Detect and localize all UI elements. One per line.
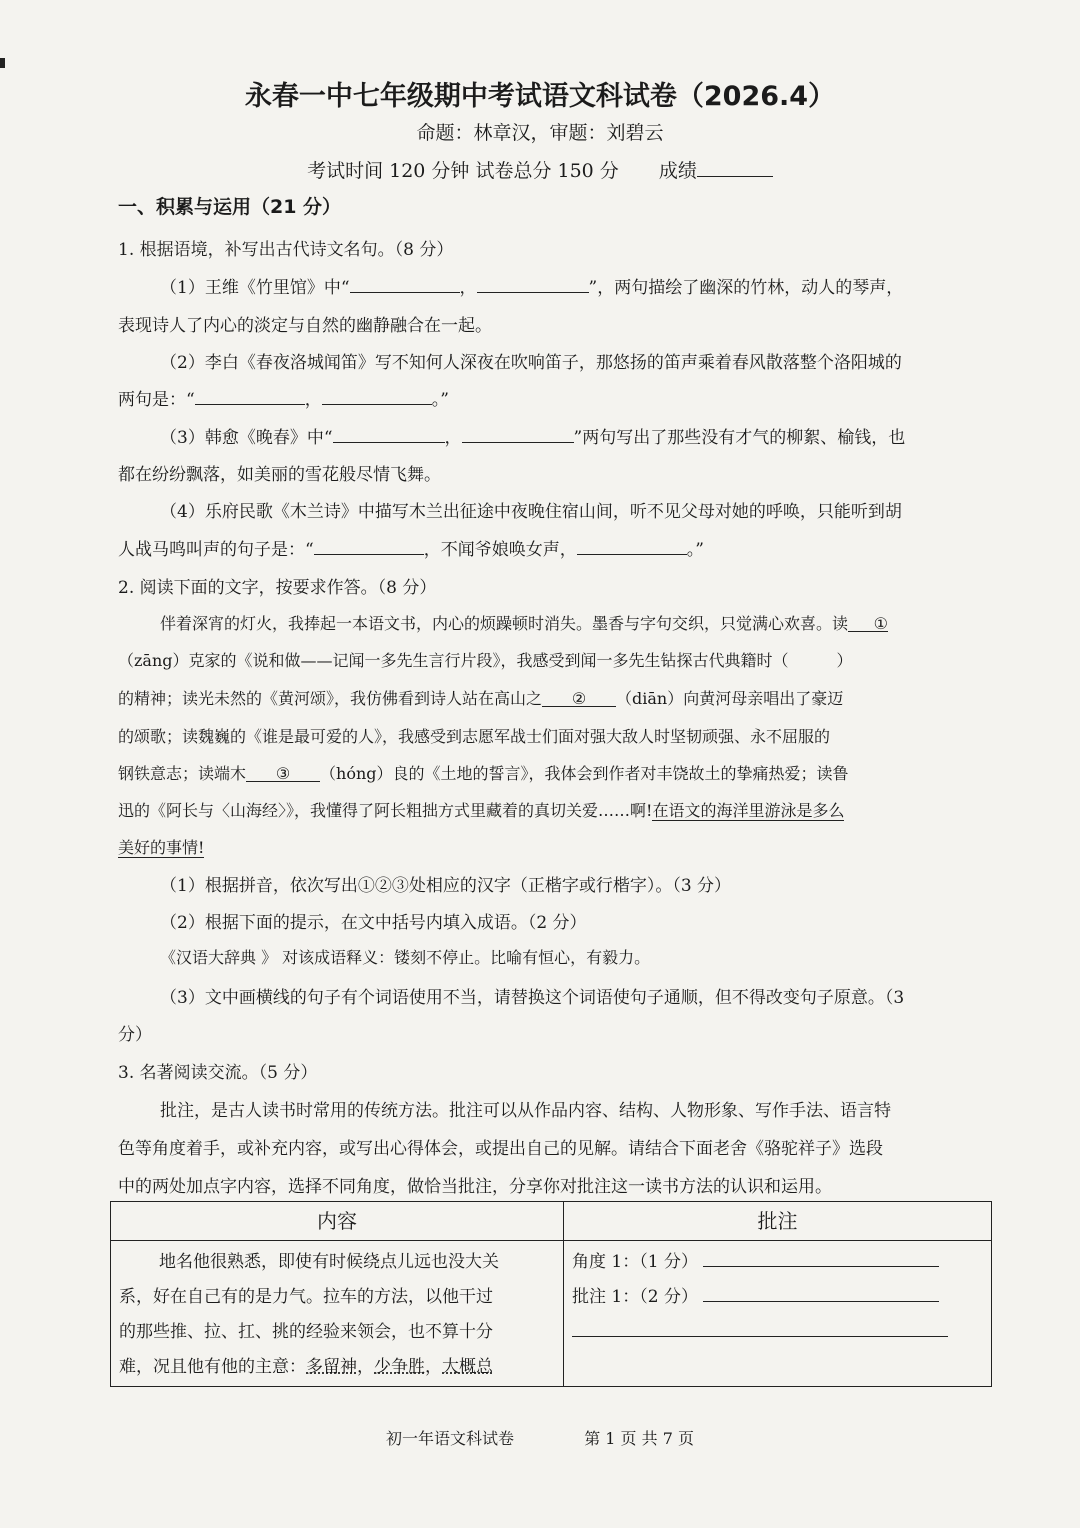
q2-l3-text-b: （diān）向黄河母亲唱出了豪迈 [616,689,844,708]
q3-intro-line1: 批注，是古人读书时常用的传统方法。批注可以从作品内容、结构、人物形象、写作手法、语言特 [160,1101,891,1121]
angle-1-row [572,1245,985,1280]
section-1-title: 一、积累与运用（21 分） [118,196,342,218]
exam-authors: 命题：林章汉，审题：刘碧云 [416,122,664,144]
content-line-1: 地名他很熟悉，即使有时候绕点儿远也没大关 [159,1252,499,1272]
scan-mark [0,58,5,68]
exam-info-line [0,156,1080,183]
q1-p2-text-a: 两句是：“ [118,390,195,410]
q1-p1-blank-2[interactable] [477,275,589,293]
q1-p4-line1: （4）乐府民歌《木兰诗》中描写木兰出征途中夜晚住宿山间，听不见父母对她的呼唤，只能听到胡 [160,502,902,522]
q2-l2-text-b: ） [836,651,853,670]
note-1-row [572,1280,985,1315]
q3-intro-line3: 中的两处加点字内容，选择不同角度，做恰当批注，分享你对批注这一读书方法的认识和运用。 [118,1177,832,1197]
content-line-4 [119,1350,557,1385]
q1-p1-text-a: （1）王维《竹里馆》中“ [160,278,350,298]
score-label: 成绩 [658,160,697,182]
q3-intro-line2: 色等角度着手，或补充内容，或写出心得体会，或提出自己的见解。请结合下面老舍《骆驼祥子》选段 [118,1139,883,1159]
angle-1-label: 角度 1：（1 分） [572,1252,698,1272]
q1-p3-text-c: ”两句写出了那些没有才气的柳絮、榆钱，也 [573,428,906,448]
q1-p2-blank-2[interactable] [322,387,432,405]
q1-p4-text-b: ，不闻爷娘唤女声， [423,540,577,560]
q2-hint: 《汉语大辞典 》 对该成语释义：镂刻不停止。比喻有恒心，有毅力。 [160,948,651,967]
q2-marker-1: ① [873,614,889,633]
q2-stem: 2. 阅读下面的文字，按要求作答。（8 分） [118,578,437,598]
q1-p3-text-b: ， [444,428,462,448]
note-1-label: 批注 1：（2 分） [572,1287,698,1307]
q1-p4-blank-2[interactable] [577,537,687,555]
content-line-3: 的那些推、拉、扛、挑的经验来领会，也不算十分 [119,1322,493,1342]
note-1-extra-row [572,1315,985,1350]
q2-passage-line2 [118,648,853,671]
note-1-blank-2[interactable] [572,1319,948,1337]
dotted-phrase-1: 多留神 [306,1357,357,1377]
q1-p1-blank-1[interactable] [350,275,460,293]
table-content-cell [111,1241,564,1387]
q2-l5-text-b: （hóng）良的《土地的誓言》，我体会到作者对丰饶故土的挚痛热爱；读鲁 [320,764,849,783]
q2-passage-line5 [118,761,849,784]
content-line-4-text: 难，况且他有他的主意： [119,1357,306,1377]
q2-marker-3: ③ [275,764,291,783]
page-footer [0,1426,1080,1449]
q2-sub2: （2）根据下面的提示，在文中括号内填入成语。（2 分） [160,913,587,933]
q1-part4 [118,535,704,560]
dotted-phrase-2: 少争胜 [374,1357,425,1377]
footer-exam-name: 初一年语文科试卷 [386,1429,515,1448]
dotted-phrase-3: 大概总 [442,1357,493,1377]
q3-stem: 3. 名著阅读交流。（5 分） [118,1063,318,1083]
q2-passage-line6 [118,798,844,821]
q1-p3-text-a: （3）韩愈《晚春》中“ [160,428,333,448]
q2-l3-text-a: 的精神；读光未然的《黄河颂》，我仿佛看到诗人站在高山之 [118,689,543,708]
q2-passage-line3 [118,686,843,709]
q1-p4-text-c: 。” [686,540,704,560]
q2-passage-line4: 的颂歌；读魏巍的《谁是最可爱的人》，我感受到志愿军战士们面对强大敌人时坚韧顽强、永不屈服的 [118,727,831,746]
annotation-table [110,1201,992,1387]
q2-sub1: （1）根据拼音，依次写出①②③处相应的汉字（正楷字或行楷字）。（3 分） [160,876,732,896]
q1-part3 [160,423,905,448]
table-header-annotation: 批注 [564,1202,992,1241]
q2-sub3-line2: 分） [118,1025,152,1045]
q2-underlined-sentence-b: 美好的事情! [118,838,205,857]
q2-l6-text-a: 迅的《阿长与〈山海经〉》，我懂得了阿长粗拙方式里藏着的真切关爱……啊! [118,801,653,820]
note-1-blank[interactable] [703,1284,939,1302]
q1-p3-line2: 都在纷纷飘落，如美丽的雪花般尽情飞舞。 [118,465,441,485]
q1-p3-blank-2[interactable] [462,425,574,443]
q2-blank-2[interactable] [542,689,616,707]
q2-sub3-line1: （3）文中画横线的句子有个词语使用不当，请替换这个词语使句子通顺，但不得改变句子原意。（3 [160,988,905,1008]
exam-title: 永春一中七年级期中考试语文科试卷（2026.4） [244,81,836,112]
q1-p1-line2: 表现诗人了内心的淡定与自然的幽静融合在一起。 [118,316,492,336]
q2-underlined-sentence-a: 在语文的海洋里游泳是多么 [652,801,845,820]
footer-page-number: 第 1 页 共 7 页 [584,1429,694,1448]
q2-blank-3[interactable] [246,764,320,782]
q2-l1-text: 伴着深宵的灯火，我捧起一本语文书，内心的烦躁顿时消失。墨香与字句交织，只觉满心欢喜。读 [160,614,849,633]
content-line-2: 系，好在自己有的是力气。拉车的方法，以他干过 [119,1287,493,1307]
table-annotation-cell [564,1241,992,1387]
q1-p2-text-b: ， [304,390,322,410]
score-blank[interactable] [697,159,773,177]
q1-p2-line1: （2）李白《春夜洛城闻笛》写不知何人深夜在吹响笛子，那悠扬的笛声乘着春风散落整个洛阳城的 [160,353,902,373]
q2-blank-1[interactable] [848,614,888,632]
q2-l2-text-a: （zāng）克家的《说和做——记闻一多先生言行片段》，我感受到闻一多先生钻探古代典籍时（ [118,651,789,670]
q1-p1-text-b: ， [459,278,477,298]
q1-p2-text-c: 。” [431,390,449,410]
q1-p2-blank-1[interactable] [195,387,305,405]
q2-passage-line1 [160,611,888,634]
q1-p4-text-a: 人战马鸣叫声的句子是：“ [118,540,314,560]
exam-info: 考试时间 120 分钟 试卷总分 150 分 [307,160,619,182]
angle-1-blank[interactable] [703,1249,939,1267]
q1-p4-blank-1[interactable] [314,537,424,555]
table-header-content: 内容 [111,1202,564,1241]
q2-passage-line7 [118,835,204,858]
q1-p1-text-c: ”，两句描绘了幽深的竹林，动人的琴声， [588,278,904,298]
q1-p3-blank-1[interactable] [333,425,445,443]
q1-stem: 1. 根据语境，补写出古代诗文名句。（8 分） [118,240,454,260]
q2-marker-2: ② [571,689,587,708]
q1-part1 [160,273,903,298]
q1-part2 [118,385,449,410]
q2-l5-text-a: 钢铁意志；读端木 [118,764,247,783]
content-line-4-comma-1: ， [357,1357,374,1377]
content-line-4-comma-2: ， [425,1357,442,1377]
